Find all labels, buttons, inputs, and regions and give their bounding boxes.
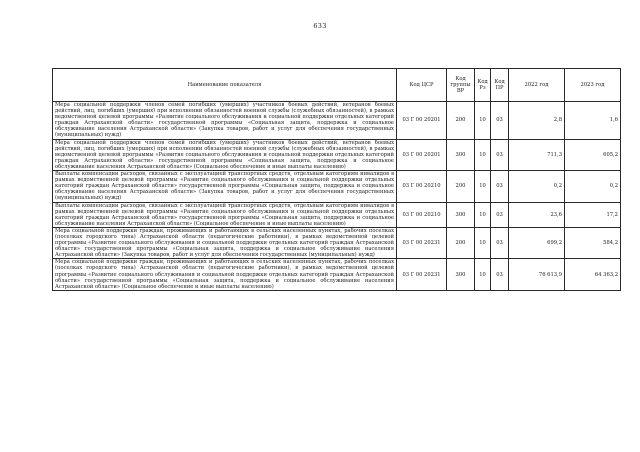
row-pr-code: 03 xyxy=(491,102,509,140)
header-vr-code: Код группы ВР xyxy=(447,69,475,102)
header-csr-code: Код ЦСР xyxy=(397,69,447,102)
table-row xyxy=(53,102,621,140)
row-vr-code: 200 xyxy=(447,171,475,202)
row-amount-2023: 0,2 xyxy=(565,171,621,202)
header-rz-code: Код Рз xyxy=(475,69,491,102)
row-vr-code: 300 xyxy=(447,259,475,290)
row-pr-code: 03 xyxy=(491,202,509,227)
table-row xyxy=(53,202,621,227)
header-year-2022: 2022 год xyxy=(509,69,565,102)
row-amount-2023: 584,2 xyxy=(565,227,621,258)
row-indicator-name: Мера социальной поддержки граждан, проживающих и работающих в сельских населенных пунктах, рабочих поселках (поселках городского типа) Астраханской области (педагогические работники), в рамках ведомственной целевой программы «Развитие социального обслуживания и социальной поддержки отдельных категорий граждан Астраханской области» государственной программы «Социальная защита, поддержка и социальное обслуживание населения Астраханской области» (Социальное обеспечение и иные выплаты населению) xyxy=(53,259,397,290)
row-amount-2022: 2,8 xyxy=(509,102,565,140)
row-amount-2022: 711,3 xyxy=(509,139,565,170)
row-vr-code: 200 xyxy=(447,227,475,258)
row-vr-code: 300 xyxy=(447,139,475,170)
row-csr-code: 03 Г 00 20231 xyxy=(397,259,447,290)
table-row xyxy=(53,139,621,170)
row-rz-code: 10 xyxy=(475,139,491,170)
row-indicator-name: Выплаты компенсации расходов, связанных с эксплуатацией транспортных средств, отдельным категориям инвалидов в рамках ведомственной целевой программы «Развитие социального обслуживания и социальной поддержки отдельных категорий граждан Астраханской области» государственной программы «Социальная защита, поддержка и социальное обслуживание населения Астраханской области» (Закупка товаров, работ и услуг для обеспечения государственных (муниципальных) нужд) xyxy=(53,171,397,202)
row-indicator-name: Выплаты компенсации расходов, связанных с эксплуатацией транспортных средств, отдельным категориям инвалидов в рамках ведомственной целевой программы «Развитие социального обслуживания и социальной поддержки отдельных категорий граждан Астраханской области» государственной программы «Социальная защита, поддержка и социальное обслуживание населения Астраханской области» (Социальное обеспечение и иные выплаты населению) xyxy=(53,202,397,227)
table-header-row xyxy=(53,69,621,102)
row-pr-code: 03 xyxy=(491,139,509,170)
budget-table xyxy=(52,68,621,291)
row-indicator-name: Мера социальной поддержки членов семей погибших (умерших) участников боевых действий, ветеранов боевых действий, лиц, погибших (умерших) при исполнении обязанностей военной службы (служебных обязанностей), в рамках ведомственной целевой программы «Развитие социального обслуживания и социальной поддержки отдельных категорий граждан Астраханской области» государственной программы «Социальная защита, поддержка и социальное обслуживание населения Астраханской области» (Социальное обеспечение и иные выплаты населению) xyxy=(53,139,397,170)
row-rz-code: 10 xyxy=(475,102,491,140)
row-csr-code: 03 Г 00 20201 xyxy=(397,139,447,170)
row-amount-2022: 699,2 xyxy=(509,227,565,258)
row-rz-code: 10 xyxy=(475,202,491,227)
row-pr-code: 03 xyxy=(491,171,509,202)
row-csr-code: 03 Г 00 20231 xyxy=(397,227,447,258)
row-amount-2023: 1,6 xyxy=(565,102,621,140)
header-indicator-name: Наименование показателя xyxy=(53,69,397,102)
page-number: 633 xyxy=(313,22,327,30)
row-rz-code: 10 xyxy=(475,171,491,202)
header-year-2023: 2023 год xyxy=(565,69,621,102)
row-pr-code: 03 xyxy=(491,259,509,290)
row-csr-code: 03 Г 00 20210 xyxy=(397,171,447,202)
table-row xyxy=(53,171,621,202)
row-indicator-name: Мера социальной поддержки членов семей погибших (умерших) участников боевых действий, ветеранов боевых действий, лиц, погибших (умерших) при исполнении обязанностей военной службы (служебных обязанностей), в рамках ведомственной целевой программы «Развитие социального обслуживания и социальной поддержки отдельных категорий граждан Астраханской области» государственной программы «Социальная защита, поддержка и социальное обслуживание населения Астраханской области» (Закупка товаров, работ и услуг для обеспечения государственных (муниципальных) нужд) xyxy=(53,102,397,140)
row-csr-code: 03 Г 00 20201 xyxy=(397,102,447,140)
row-vr-code: 300 xyxy=(447,202,475,227)
row-amount-2022: 76 613,9 xyxy=(509,259,565,290)
row-amount-2023: 17,2 xyxy=(565,202,621,227)
header-pr-code: Код ПР xyxy=(491,69,509,102)
row-amount-2022: 0,2 xyxy=(509,171,565,202)
row-csr-code: 03 Г 00 20210 xyxy=(397,202,447,227)
row-pr-code: 03 xyxy=(491,227,509,258)
row-amount-2023: 64 363,2 xyxy=(565,259,621,290)
row-vr-code: 200 xyxy=(447,102,475,140)
row-indicator-name: Мера социальной поддержки граждан, проживающих и работающих в сельских населенных пунктах, рабочих поселках (поселках городского типа) Астраханской области (педагогические работники), в рамках ведомственной целевой программы «Развитие социального обслуживания и социальной поддержки отдельных категорий граждан Астраханской области» государственной программы «Социальная защита, поддержка и социальное обслуживание населения Астраханской области» (Закупка товаров, работ и услуг для обеспечения государственных (муниципальных) нужд) xyxy=(53,227,397,258)
row-amount-2023: 605,2 xyxy=(565,139,621,170)
row-amount-2022: 23,6 xyxy=(509,202,565,227)
row-rz-code: 10 xyxy=(475,259,491,290)
table-row xyxy=(53,227,621,258)
table-row xyxy=(53,259,621,290)
row-rz-code: 10 xyxy=(475,227,491,258)
